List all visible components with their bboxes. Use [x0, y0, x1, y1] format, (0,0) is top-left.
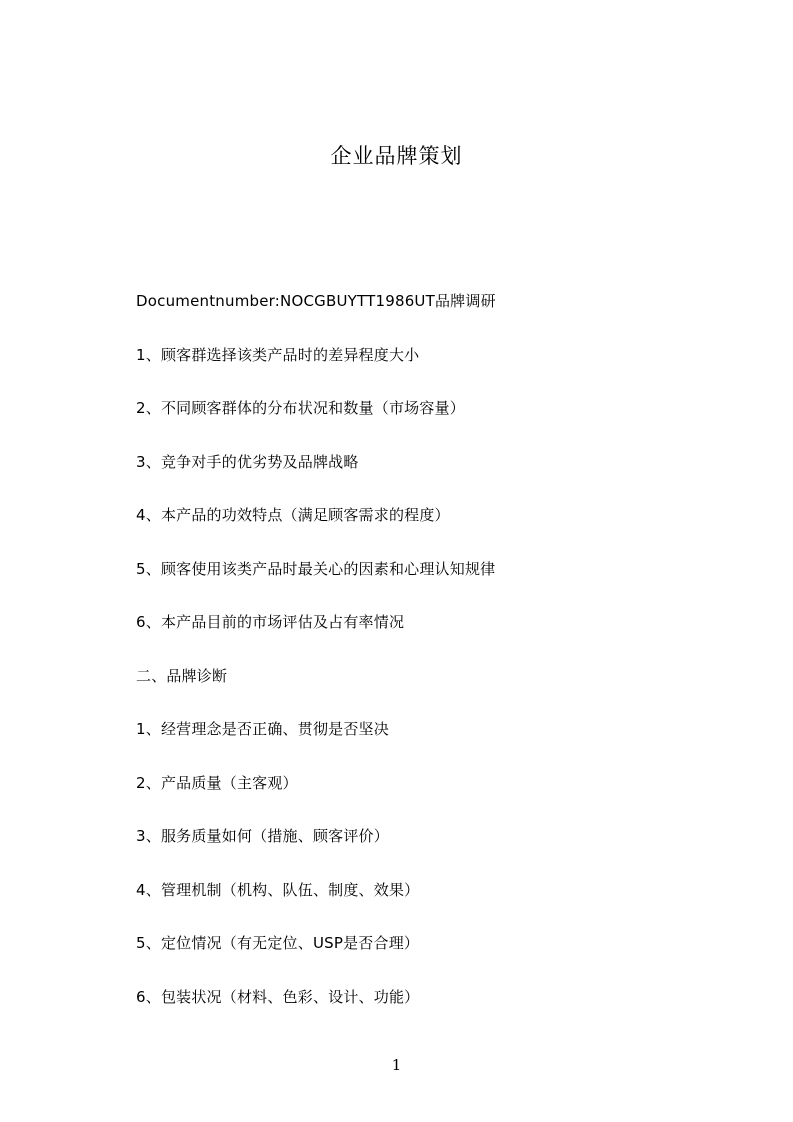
body-line: 4、本产品的功效特点（满足顾客需求的程度）: [136, 506, 450, 524]
section-heading-brand-diagnosis: 二、品牌诊断: [136, 666, 228, 685]
body-line: 3、服务质量如何（措施、顾客评价）: [136, 827, 389, 845]
body-line: 5、定位情况（有无定位、USP是否合理）: [136, 934, 420, 952]
body-line: 4、管理机制（机构、队伍、制度、效果）: [136, 880, 420, 899]
body-line-document-number: Documentnumber:NOCGBUYTT1986UT品牌调研: [136, 292, 496, 310]
body-line: 2、不同顾客群体的分布状况和数量（市场容量）: [136, 399, 465, 417]
body-line: 1、顾客群选择该类产品时的差异程度大小: [136, 345, 420, 364]
body-line: 2、产品质量（主客观）: [136, 773, 298, 792]
body-line: 3、竞争对手的优劣势及品牌战略: [136, 452, 359, 471]
page-number: 1: [391, 1056, 402, 1074]
document-body: [136, 286, 736, 1035]
body-line: 5、顾客使用该类产品时最关心的因素和心理认知规律: [136, 559, 496, 578]
document-title: 企业品牌策划: [330, 144, 463, 168]
body-line: 6、本产品目前的市场评估及占有率情况: [136, 613, 405, 631]
body-line: 1、经营理念是否正确、贯彻是否坚决: [136, 720, 389, 738]
body-line: 6、包装状况（材料、色彩、设计、功能）: [136, 987, 420, 1006]
